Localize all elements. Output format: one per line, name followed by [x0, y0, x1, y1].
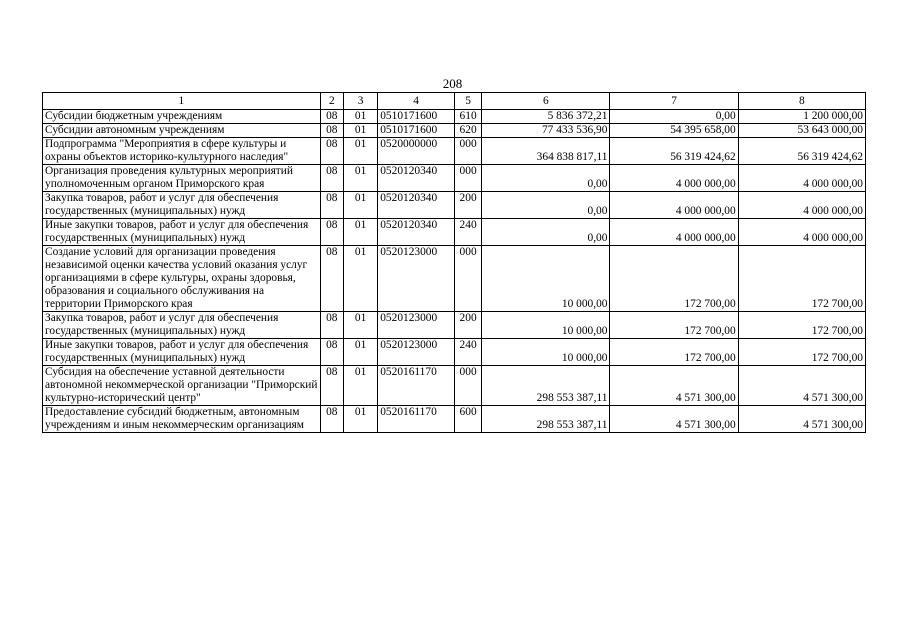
table-row [43, 110, 866, 124]
expense-type-code: 610 [454, 110, 481, 124]
amount-col-7: 54 395 658,00 [610, 124, 738, 138]
amount-col-7: 4 571 300,00 [610, 366, 738, 406]
target-article-code: 0520123000 [378, 246, 455, 312]
target-article-code: 0520120340 [378, 192, 455, 219]
item-name: Закупка товаров, работ и услуг для обеспечения государственных (муниципальных) нужд [43, 192, 321, 219]
target-article-code: 0510171600 [378, 124, 455, 138]
target-article-code: 0520123000 [378, 312, 455, 339]
target-article-code: 0520120340 [378, 219, 455, 246]
subsection-code: 01 [343, 219, 377, 246]
amount-col-7: 4 571 300,00 [610, 406, 738, 433]
table-row [43, 219, 866, 246]
target-article-code: 0520161170 [378, 366, 455, 406]
table-row [43, 312, 866, 339]
amount-col-8: 4 000 000,00 [738, 192, 865, 219]
subsection-code: 01 [343, 312, 377, 339]
amount-col-7: 4 000 000,00 [610, 192, 738, 219]
subsection-code: 01 [343, 366, 377, 406]
target-article-code: 0510171600 [378, 110, 455, 124]
item-name: Закупка товаров, работ и услуг для обеспечения государственных (муниципальных) нужд [43, 312, 321, 339]
item-name: Субсидия на обеспечение уставной деятельности автономной некоммерческой организации "Приморский культурно-исторический центр" [43, 366, 321, 406]
amount-col-6: 298 553 387,11 [482, 406, 610, 433]
amount-col-8: 56 319 424,62 [738, 138, 865, 165]
section-code: 08 [320, 339, 343, 366]
section-code: 08 [320, 138, 343, 165]
item-name: Предоставление субсидий бюджетным, автономным учреждениям и иным некоммерческим организациям [43, 406, 321, 433]
amount-col-7: 0,00 [610, 110, 738, 124]
amount-col-7: 56 319 424,62 [610, 138, 738, 165]
expense-type-code: 000 [454, 165, 481, 192]
amount-col-7: 172 700,00 [610, 339, 738, 366]
amount-col-6: 10 000,00 [482, 246, 610, 312]
page-number: 208 [442, 76, 463, 91]
table-row [43, 366, 866, 406]
subsection-code: 01 [343, 406, 377, 433]
amount-col-6: 0,00 [482, 192, 610, 219]
amount-col-8: 4 571 300,00 [738, 406, 865, 433]
subsection-code: 01 [343, 192, 377, 219]
amount-col-6: 10 000,00 [482, 339, 610, 366]
column-header: 4 [378, 93, 455, 110]
amount-col-7: 4 000 000,00 [610, 219, 738, 246]
amount-col-6: 298 553 387,11 [482, 366, 610, 406]
amount-col-8: 172 700,00 [738, 246, 865, 312]
item-name: Иные закупки товаров, работ и услуг для обеспечения государственных (муниципальных) нужд [43, 219, 321, 246]
target-article-code: 0520123000 [378, 339, 455, 366]
amount-col-8: 4 000 000,00 [738, 219, 865, 246]
expense-type-code: 200 [454, 312, 481, 339]
budget-table [42, 92, 866, 433]
section-code: 08 [320, 192, 343, 219]
target-article-code: 0520120340 [378, 165, 455, 192]
target-article-code: 0520000000 [378, 138, 455, 165]
item-name: Субсидии автономным учреждениям [43, 124, 321, 138]
subsection-code: 01 [343, 339, 377, 366]
table-row [43, 138, 866, 165]
amount-col-7: 4 000 000,00 [610, 165, 738, 192]
expense-type-code: 000 [454, 138, 481, 165]
column-header: 3 [343, 93, 377, 110]
expense-type-code: 240 [454, 219, 481, 246]
section-code: 08 [320, 124, 343, 138]
expense-type-code: 240 [454, 339, 481, 366]
column-header: 2 [320, 93, 343, 110]
section-code: 08 [320, 366, 343, 406]
subsection-code: 01 [343, 124, 377, 138]
table-row [43, 339, 866, 366]
item-name: Иные закупки товаров, работ и услуг для обеспечения государственных (муниципальных) нужд [43, 339, 321, 366]
amount-col-8: 4 000 000,00 [738, 165, 865, 192]
amount-col-8: 172 700,00 [738, 339, 865, 366]
amount-col-6: 77 433 536,90 [482, 124, 610, 138]
subsection-code: 01 [343, 138, 377, 165]
amount-col-8: 4 571 300,00 [738, 366, 865, 406]
expense-type-code: 600 [454, 406, 481, 433]
amount-col-7: 172 700,00 [610, 312, 738, 339]
section-code: 08 [320, 219, 343, 246]
target-article-code: 0520161170 [378, 406, 455, 433]
amount-col-8: 172 700,00 [738, 312, 865, 339]
section-code: 08 [320, 246, 343, 312]
expense-type-code: 000 [454, 246, 481, 312]
item-name: Организация проведения культурных мероприятий уполномоченным органом Приморского края [43, 165, 321, 192]
item-name: Субсидии бюджетным учреждениям [43, 110, 321, 124]
table-row [43, 192, 866, 219]
column-header: 6 [482, 93, 610, 110]
amount-col-6: 0,00 [482, 219, 610, 246]
item-name: Подпрограмма "Мероприятия в сфере культуры и охраны объектов историко-культурного наследия" [43, 138, 321, 165]
expense-type-code: 200 [454, 192, 481, 219]
column-header: 1 [43, 93, 321, 110]
section-code: 08 [320, 110, 343, 124]
table-row [43, 165, 866, 192]
subsection-code: 01 [343, 165, 377, 192]
amount-col-6: 5 836 372,21 [482, 110, 610, 124]
header-row [43, 93, 866, 110]
expense-type-code: 620 [454, 124, 481, 138]
amount-col-6: 0,00 [482, 165, 610, 192]
table-row [43, 124, 866, 138]
amount-col-6: 364 838 817,11 [482, 138, 610, 165]
amount-col-6: 10 000,00 [482, 312, 610, 339]
expense-type-code: 000 [454, 366, 481, 406]
table-row [43, 406, 866, 433]
section-code: 08 [320, 406, 343, 433]
amount-col-8: 1 200 000,00 [738, 110, 865, 124]
section-code: 08 [320, 165, 343, 192]
amount-col-8: 53 643 000,00 [738, 124, 865, 138]
section-code: 08 [320, 312, 343, 339]
item-name: Создание условий для организации проведения независимой оценки качества условий оказания услуг организациями в сфере культуры, охраны здоровья, образования и социального обслуживания на территории Приморского края [43, 246, 321, 312]
table-row [43, 246, 866, 312]
column-header: 8 [738, 93, 865, 110]
column-header: 7 [610, 93, 738, 110]
amount-col-7: 172 700,00 [610, 246, 738, 312]
subsection-code: 01 [343, 246, 377, 312]
column-header: 5 [454, 93, 481, 110]
subsection-code: 01 [343, 110, 377, 124]
